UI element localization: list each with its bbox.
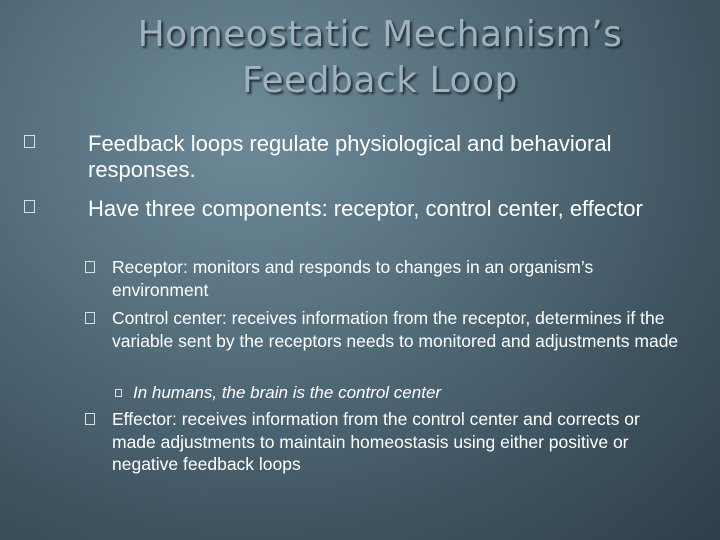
sub-bullet-receptor (112, 256, 682, 301)
sub-bullet-text: Control center: receives information from the receptor, determines if the variable sent by the receptors needs to monitored and adjustments made (112, 308, 679, 351)
sub-sub-bullet-brain (133, 382, 653, 404)
sub-bullet-control-center (112, 307, 682, 352)
sub-bullet-effector (112, 408, 682, 476)
bullet-three-components (88, 196, 698, 222)
title-line-1: Homeostatic Mechanism’s (137, 14, 623, 55)
small-square-bullet-icon (115, 389, 122, 397)
sub-sub-bullet-text: In humans, the brain is the control center (133, 383, 442, 402)
bullet-text: Have three components: receptor, control center, effector (88, 196, 643, 221)
square-bullet-icon (85, 312, 95, 324)
sub-bullet-text: Effector: receives information from the control center and corrects or made adjustments to maintain homeostasis using either positive or negative feedback loops (112, 409, 640, 474)
square-bullet-icon (24, 135, 35, 148)
square-bullet-icon (85, 413, 95, 425)
square-bullet-icon (85, 261, 95, 273)
bullet-text: Feedback loops regulate physiological and behavioral responses. (88, 131, 612, 182)
bullet-feedback-loops (88, 131, 698, 183)
title-line-2: Feedback Loop (242, 60, 518, 101)
sub-bullet-text: Receptor: monitors and responds to changes in an organism’s environment (112, 257, 594, 300)
square-bullet-icon (24, 200, 35, 213)
